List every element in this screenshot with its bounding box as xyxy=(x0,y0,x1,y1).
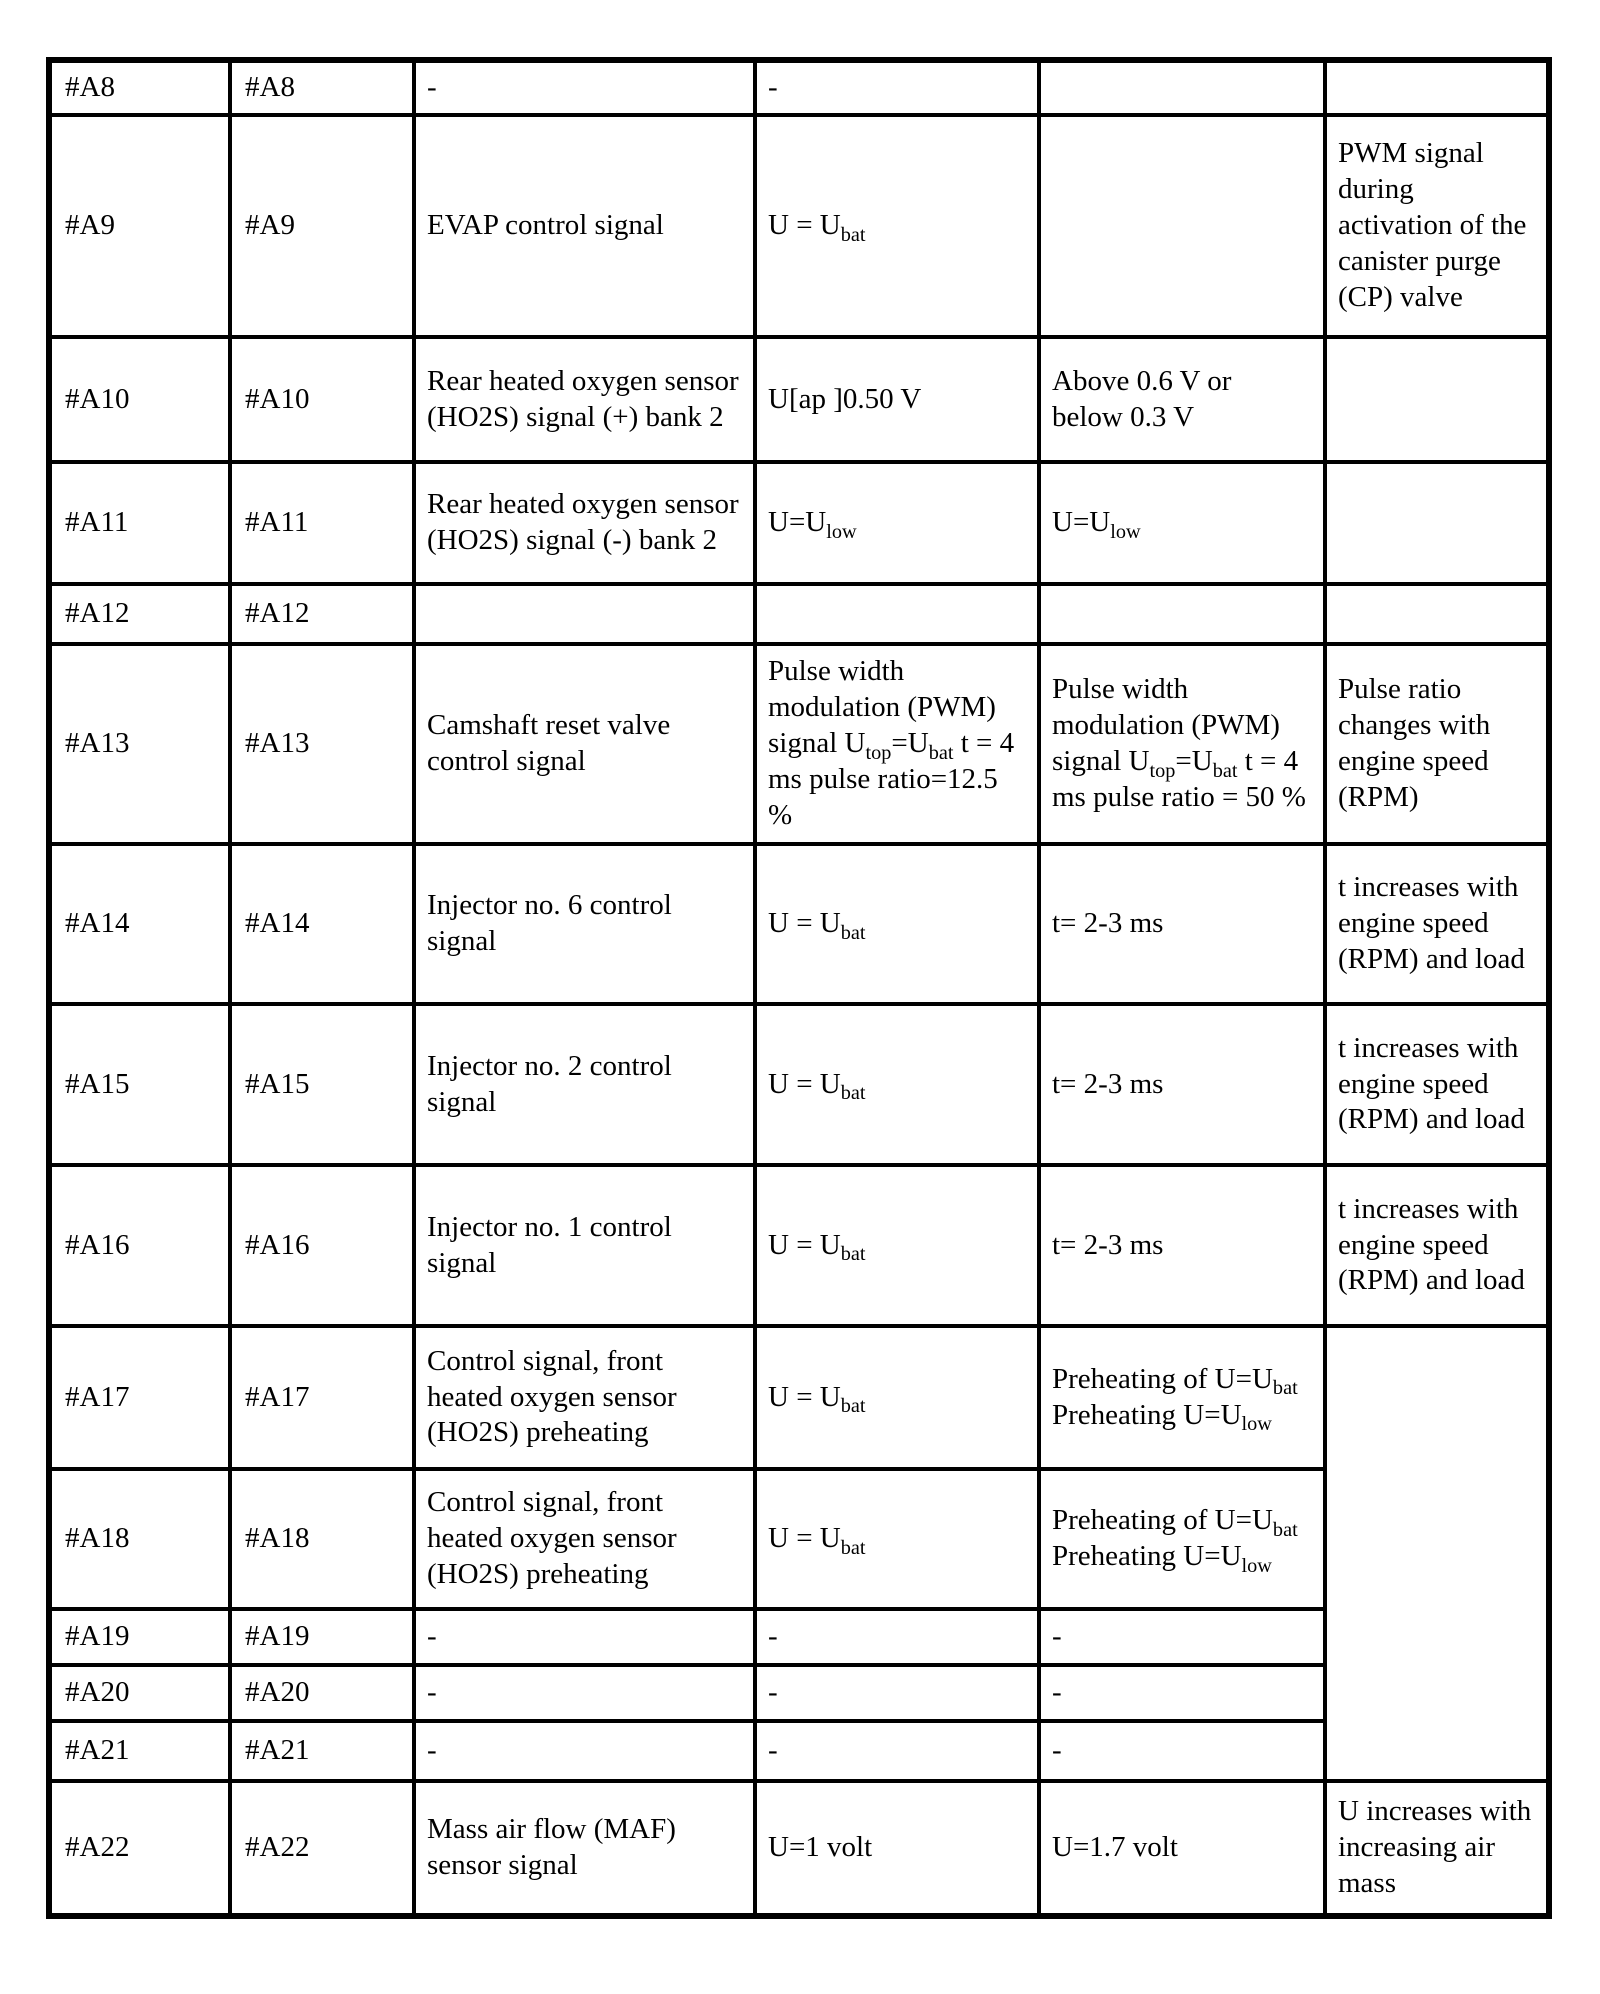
value-b-cell: t= 2-3 ms xyxy=(1039,1165,1325,1326)
subscript-text: bat xyxy=(1272,1518,1298,1541)
note-cell: t increases with engine speed (RPM) and load xyxy=(1325,1165,1549,1326)
subscript-text: bat xyxy=(840,921,866,944)
signal-cell: Injector no. 6 control signal xyxy=(414,844,755,1004)
table-row xyxy=(49,1004,1549,1165)
value-b-cell: - xyxy=(1039,1609,1325,1665)
subscript-text: low xyxy=(1110,520,1141,543)
table-row xyxy=(49,1781,1549,1916)
signal-cell: Injector no. 1 control signal xyxy=(414,1165,755,1326)
note-cell xyxy=(1325,584,1549,644)
value-b-cell: Above 0.6 V or below 0.3 V xyxy=(1039,337,1325,462)
pin-cell: #A9 xyxy=(49,115,230,337)
note-cell: U increases with increasing air mass xyxy=(1325,1781,1549,1916)
table-row xyxy=(49,644,1549,844)
pin-dup-cell: #A12 xyxy=(230,584,414,644)
table-row xyxy=(49,1609,1549,1665)
table-row xyxy=(49,1165,1549,1326)
pin-cell: #A12 xyxy=(49,584,230,644)
value-a-cell: $U = U_{bat}$ xyxy=(755,1165,1039,1326)
signal-table-body xyxy=(49,60,1549,1916)
signal-cell: - xyxy=(414,1665,755,1721)
pin-cell: #A20 xyxy=(49,1665,230,1721)
pin-dup-cell: #A11 xyxy=(230,462,414,584)
signal-cell: Injector no. 2 control signal xyxy=(414,1004,755,1165)
value-a-cell: - xyxy=(755,1721,1039,1781)
note-cell: t increases with engine speed (RPM) and load xyxy=(1325,1004,1549,1165)
value-a-cell: $U = U_{bat}$ xyxy=(755,1469,1039,1609)
value-b-cell xyxy=(1039,60,1325,115)
value-b-cell xyxy=(1039,115,1325,337)
signal-cell xyxy=(414,584,755,644)
signal-cell: Control signal, front heated oxygen sensor (HO2S) preheating xyxy=(414,1326,755,1469)
subscript-text: low xyxy=(1241,1413,1272,1436)
pin-dup-cell: #A15 xyxy=(230,1004,414,1165)
value-a-cell xyxy=(755,584,1039,644)
pin-cell: #A22 xyxy=(49,1781,230,1916)
pin-dup-cell: #A10 xyxy=(230,337,414,462)
value-b-cell: $U=U_{low}$ xyxy=(1039,462,1325,584)
pin-dup-cell: #A16 xyxy=(230,1165,414,1326)
subscript-text: bat xyxy=(928,741,954,764)
pin-cell: #A13 xyxy=(49,644,230,844)
table-row xyxy=(49,462,1549,584)
pin-cell: #A10 xyxy=(49,337,230,462)
note-cell: PWM signal during activation of the canister purge (CP) valve xyxy=(1325,115,1549,337)
pin-dup-cell: #A20 xyxy=(230,1665,414,1721)
pin-cell: #A8 xyxy=(49,60,230,115)
note-cell xyxy=(1325,462,1549,584)
value-a-cell: $U=U_{low}$ xyxy=(755,462,1039,584)
pin-dup-cell: #A13 xyxy=(230,644,414,844)
table-row xyxy=(49,60,1549,115)
pin-dup-cell: #A22 xyxy=(230,1781,414,1916)
table-row xyxy=(49,1665,1549,1721)
subscript-text: top xyxy=(865,741,892,764)
pin-dup-cell: #A18 xyxy=(230,1469,414,1609)
subscript-text: bat xyxy=(840,1243,866,1266)
value-b-cell: Preheating of $U=U_{bat}$ Preheating $U=U_{low}$ xyxy=(1039,1469,1325,1609)
signal-cell: - xyxy=(414,1609,755,1665)
value-a-cell: - xyxy=(755,1609,1039,1665)
pin-dup-cell: #A19 xyxy=(230,1609,414,1665)
value-b-cell: U=1.7 volt xyxy=(1039,1781,1325,1916)
pin-dup-cell: #A17 xyxy=(230,1326,414,1469)
value-b-cell: Pulse width modulation (PWM) signal $U_{top}=U_{bat}$ t = 4 ms pulse ratio = 50 % xyxy=(1039,644,1325,844)
value-a-cell: $U = U_{bat}$ xyxy=(755,115,1039,337)
subscript-text: low xyxy=(1241,1554,1272,1577)
value-a-cell: U[ap ]0.50 V xyxy=(755,337,1039,462)
subscript-text: bat xyxy=(840,1536,866,1559)
table-row xyxy=(49,584,1549,644)
table-row xyxy=(49,844,1549,1004)
value-b-cell xyxy=(1039,584,1325,644)
value-b-cell: Preheating of $U=U_{bat}$ Preheating $U=U_{low}$ xyxy=(1039,1326,1325,1469)
value-b-cell: - xyxy=(1039,1721,1325,1781)
value-b-cell: t= 2-3 ms xyxy=(1039,844,1325,1004)
table-row xyxy=(49,115,1549,337)
pin-dup-cell: #A9 xyxy=(230,115,414,337)
value-b-cell: t= 2-3 ms xyxy=(1039,1004,1325,1165)
pin-cell: #A14 xyxy=(49,844,230,1004)
subscript-text: bat xyxy=(840,223,866,246)
note-cell xyxy=(1325,337,1549,462)
subscript-text: bat xyxy=(840,1395,866,1418)
subscript-text: bat xyxy=(1212,759,1238,782)
subscript-text: top xyxy=(1149,759,1176,782)
subscript-text: bat xyxy=(1272,1377,1298,1400)
pin-dup-cell: #A21 xyxy=(230,1721,414,1781)
value-a-cell: - xyxy=(755,1665,1039,1721)
value-b-cell: - xyxy=(1039,1665,1325,1721)
table-row xyxy=(49,1721,1549,1781)
signal-cell: - xyxy=(414,1721,755,1781)
subscript-text: low xyxy=(826,520,857,543)
pin-cell: #A19 xyxy=(49,1609,230,1665)
pin-cell: #A18 xyxy=(49,1469,230,1609)
pin-cell: #A11 xyxy=(49,462,230,584)
subscript-text: bat xyxy=(840,1082,866,1105)
pin-dup-cell: #A8 xyxy=(230,60,414,115)
value-a-cell: $U = U_{bat}$ xyxy=(755,844,1039,1004)
value-a-cell: U=1 volt xyxy=(755,1781,1039,1916)
note-cell: Pulse ratio changes with engine speed (RPM) xyxy=(1325,644,1549,844)
table-row xyxy=(49,337,1549,462)
signal-table xyxy=(46,57,1552,1919)
note-cell xyxy=(1325,60,1549,115)
value-a-cell: $U = U_{bat}$ xyxy=(755,1326,1039,1469)
signal-cell: - xyxy=(414,60,755,115)
signal-cell: Rear heated oxygen sensor (HO2S) signal (-) bank 2 xyxy=(414,462,755,584)
pin-cell: #A21 xyxy=(49,1721,230,1781)
signal-cell: Mass air flow (MAF) sensor signal xyxy=(414,1781,755,1916)
value-a-cell: - xyxy=(755,60,1039,115)
value-a-cell: Pulse width modulation (PWM) signal $U_{top}=U_{bat}$ t = 4 ms pulse ratio=12.5 % xyxy=(755,644,1039,844)
signal-cell: Camshaft reset valve control signal xyxy=(414,644,755,844)
pin-cell: #A17 xyxy=(49,1326,230,1469)
value-a-cell: $U = U_{bat}$ xyxy=(755,1004,1039,1165)
pin-dup-cell: #A14 xyxy=(230,844,414,1004)
pin-cell: #A15 xyxy=(49,1004,230,1165)
signal-cell: Control signal, front heated oxygen sensor (HO2S) preheating xyxy=(414,1469,755,1609)
signal-cell: Rear heated oxygen sensor (HO2S) signal (+) bank 2 xyxy=(414,337,755,462)
pin-cell: #A16 xyxy=(49,1165,230,1326)
note-cell: t increases with engine speed (RPM) and load xyxy=(1325,844,1549,1004)
signal-cell: EVAP control signal xyxy=(414,115,755,337)
note-cell-merged xyxy=(1325,1326,1549,1781)
table-row xyxy=(49,1326,1549,1469)
table-row xyxy=(49,1469,1549,1609)
